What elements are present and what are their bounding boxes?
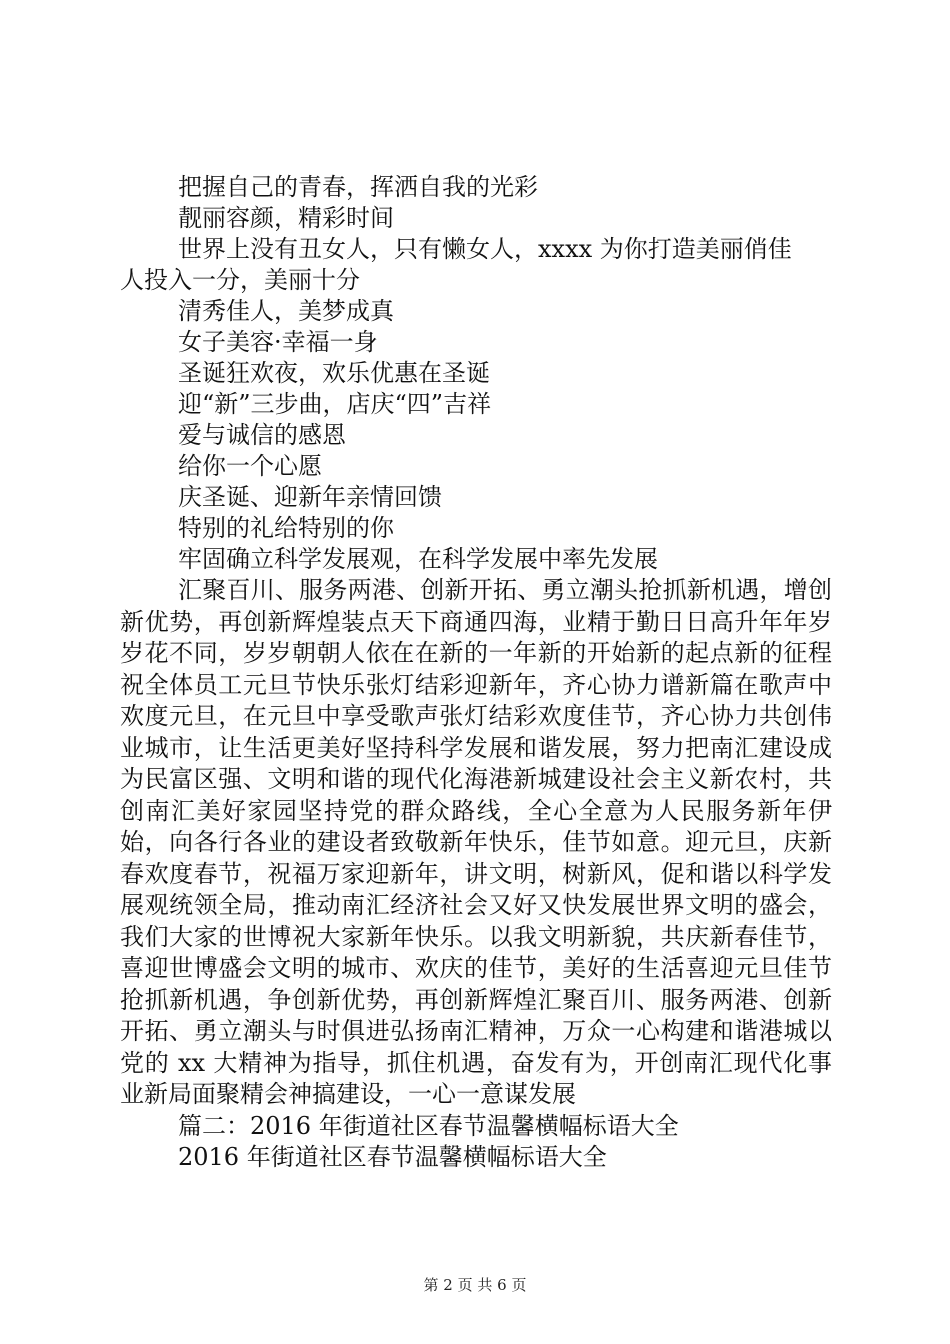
text-line: 爱与诚信的感恩 — [178, 421, 346, 449]
text-line: 世界上没有丑女人，只有懒女人，xxxx 为你打造美丽俏佳 — [178, 235, 792, 263]
body-paragraph: 汇聚百川、服务两港、创新开拓、勇立潮头抢抓新机遇，增创新优势，再创新辉煌装点天下商通四海，业精于勤日日高升年年岁岁花不同，岁岁朝朝人依在在新的一年新的开始新的起点新的征程祝全体员工元旦节快乐张灯结彩迎新年，齐心协力谱新篇在歌声中欢度元旦，在元旦中享受歌声张灯结彩欢度佳节，齐心协力共创伟业城市，让生活更美好坚持科学发展和谐发展，努力把南汇建设成为民富区强、文明和谐的现代化海港新城建设社会主义新农村，共创南汇美好家园坚持党的群众路线，全心全意为人民服务新年伊始，向各行各业的建设者致敬新年快乐，佳节如意。迎元旦，庆新春欢度春节，祝福万家迎新年，讲文明，树新风，促和谐以科学发展观统领全局，推动南汇经济社会又好又快发展世界文明的盛会，我们大家的世博祝大家新年快乐。以我文明新貌，共庆新春佳节，喜迎世博盛会文明的城市、欢庆的佳节，美好的生活喜迎元旦佳节抢抓新机遇，争创新优势，再创新辉煌汇聚百川、服务两港、创新开拓、勇立潮头与时俱进弘扬南汇精神，万众一心构建和谐港城以党的 xx 大精神为指导，抓住机遇，奋发有为，开创南汇现代化事业新局面聚精会神搞建设，一心一意谋发展 — [120, 576, 832, 1108]
text-line: 靓丽容颜，精彩时间 — [178, 204, 394, 232]
text-line: 迎“新”三步曲，店庆“四”吉祥 — [178, 390, 492, 418]
text-line: 牢固确立科学发展观，在科学发展中率先发展 — [178, 545, 658, 573]
text-line: 把握自己的青春，挥洒自我的光彩 — [178, 173, 538, 201]
text-line-continued: 人投入一分，美丽十分 — [120, 266, 360, 294]
text-line: 圣诞狂欢夜，欢乐优惠在圣诞 — [178, 359, 490, 387]
section-heading: 篇二：2016 年街道社区春节温馨横幅标语大全 — [178, 1111, 679, 1140]
document-body — [120, 172, 832, 1173]
text-line: 清秀佳人，美梦成真 — [178, 297, 394, 325]
text-line: 给你一个心愿 — [178, 452, 322, 480]
page-footer: 第 2 页 共 6 页 — [423, 1276, 527, 1294]
text-line: 特别的礼给特别的你 — [178, 514, 394, 542]
section-title: 2016 年街道社区春节温馨横幅标语大全 — [178, 1142, 607, 1171]
text-line: 庆圣诞、迎新年亲情回馈 — [178, 483, 442, 511]
text-line: 女子美容·幸福一身 — [178, 328, 378, 356]
